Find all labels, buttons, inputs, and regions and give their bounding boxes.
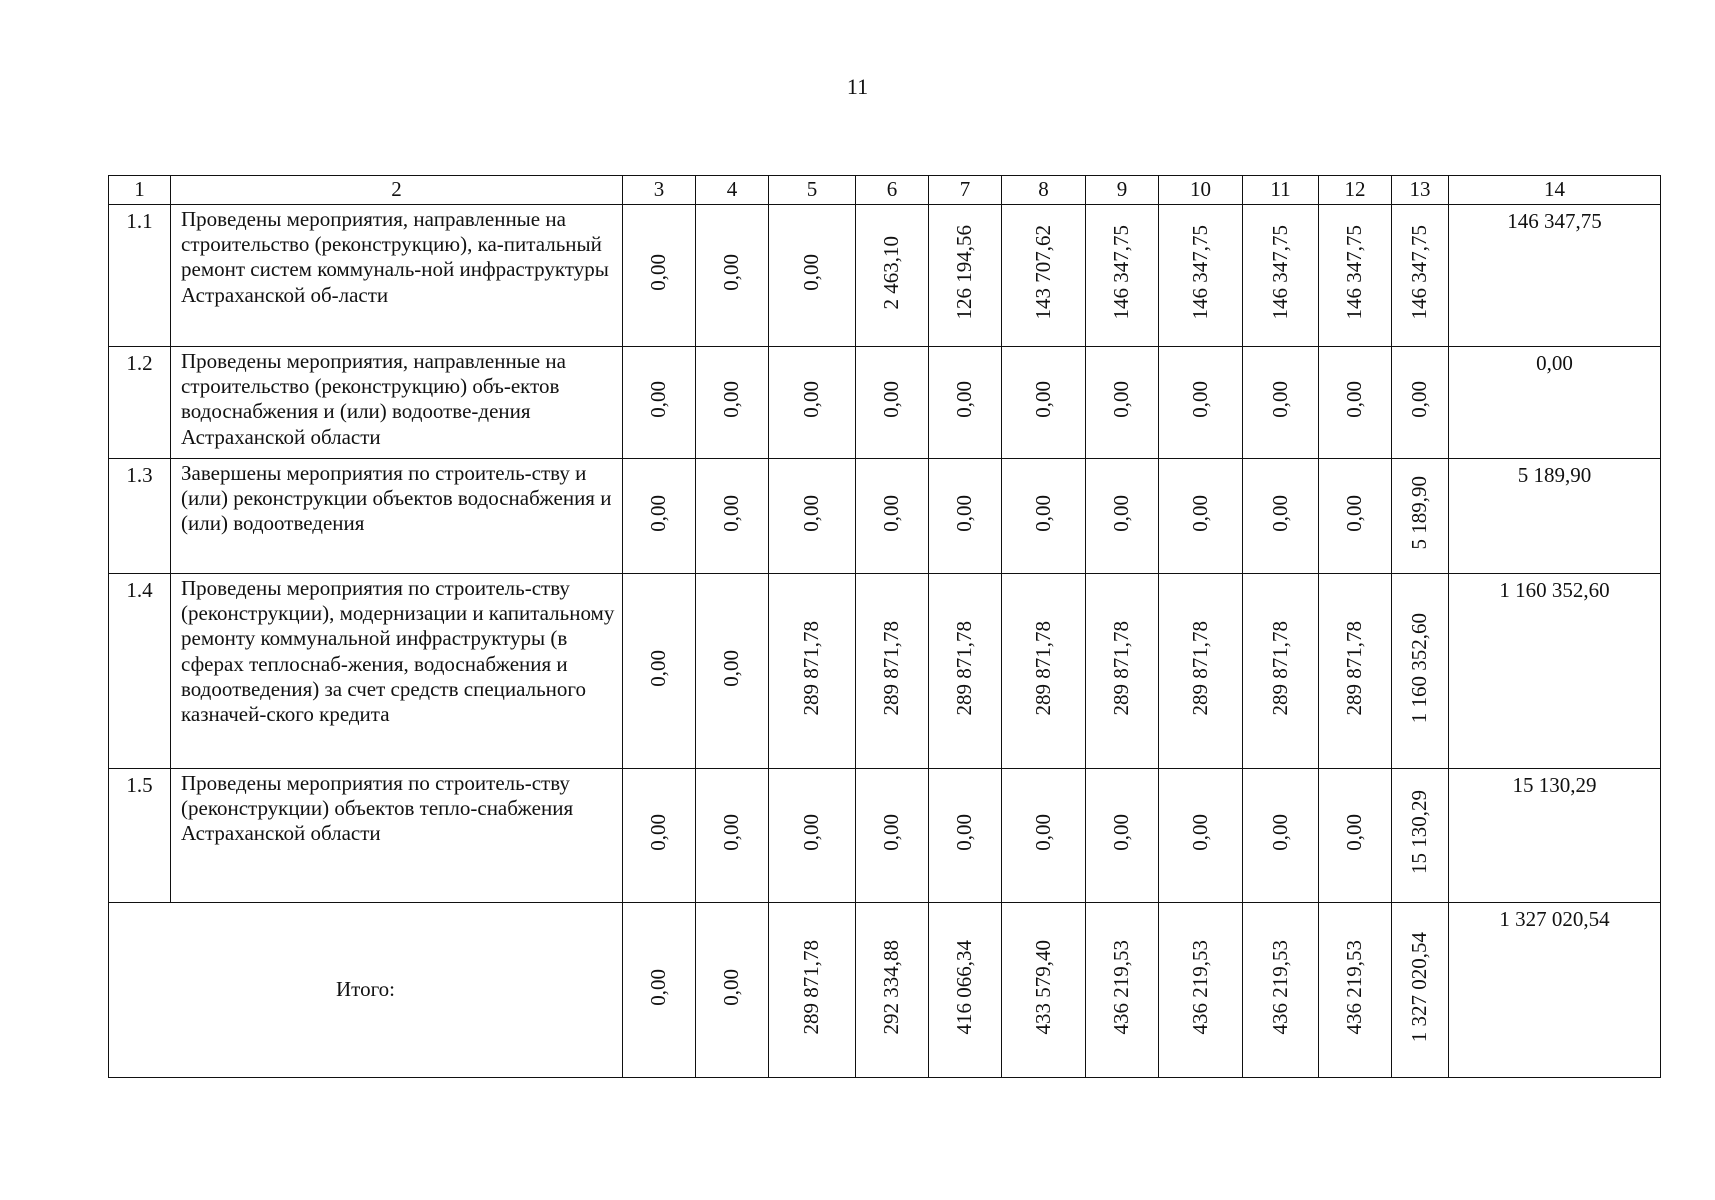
value-cell: 289 871,78 <box>1267 620 1292 716</box>
table-row <box>109 769 1661 903</box>
column-header: 2 <box>171 176 623 205</box>
summary-value: 436 219,53 <box>1267 939 1292 1035</box>
value-cell: 0,00 <box>719 649 744 687</box>
row-total: 1 160 352,60 <box>1449 574 1661 769</box>
summary-total: 1 327 020,54 <box>1449 903 1661 1078</box>
column-header: 6 <box>856 176 929 205</box>
column-header: 10 <box>1159 176 1243 205</box>
value-cell: 289 871,78 <box>799 620 824 716</box>
value-cell: 0,00 <box>879 494 904 532</box>
value-cell: 0,00 <box>646 381 671 418</box>
row-number: 1.2 <box>109 347 171 459</box>
row-description: Проведены мероприятия, направленные на строительство (реконструкцию) объ-ектов водоснабжения и (или) водоотве-дения Астраханской области <box>171 347 623 459</box>
value-cell: 0,00 <box>719 814 744 851</box>
value-cell: 146 347,75 <box>1187 225 1212 320</box>
value-cell: 0,00 <box>1267 494 1292 532</box>
column-header: 9 <box>1086 176 1159 205</box>
summary-value: 0,00 <box>719 968 744 1006</box>
summary-value: 436 219,53 <box>1342 939 1367 1035</box>
value-cell: 146 347,75 <box>1109 225 1134 320</box>
row-description: Завершены мероприятия по строитель-ству и (или) реконструкции объектов водоснабжения и (или) водоотведения <box>171 459 623 574</box>
column-number-row <box>109 176 1661 205</box>
value-cell: 0,00 <box>1267 814 1292 851</box>
table-row <box>109 459 1661 574</box>
value-cell: 0,00 <box>1109 494 1134 532</box>
value-cell: 289 871,78 <box>1109 620 1134 716</box>
value-cell: 289 871,78 <box>952 620 977 716</box>
value-cell: 143 707,62 <box>1030 225 1055 320</box>
column-header: 4 <box>696 176 769 205</box>
value-cell: 0,00 <box>879 814 904 851</box>
column-header: 7 <box>929 176 1002 205</box>
column-header: 12 <box>1319 176 1392 205</box>
row-total: 0,00 <box>1449 347 1661 459</box>
value-cell: 126 194,56 <box>952 225 977 320</box>
table-row <box>109 205 1661 347</box>
value-cell: 0,00 <box>646 814 671 851</box>
summary-value: 436 219,53 <box>1109 939 1134 1035</box>
row-total: 146 347,75 <box>1449 205 1661 347</box>
column-header: 14 <box>1449 176 1661 205</box>
value-cell: 0,00 <box>1342 814 1367 851</box>
value-cell: 0,00 <box>952 494 977 532</box>
value-cell: 0,00 <box>952 814 977 851</box>
value-cell: 0,00 <box>646 254 671 291</box>
value-cell: 289 871,78 <box>1030 620 1055 716</box>
value-cell: 289 871,78 <box>1342 620 1367 716</box>
value-cell: 0,00 <box>879 381 904 418</box>
column-header: 8 <box>1002 176 1086 205</box>
value-cell: 0,00 <box>1407 381 1432 418</box>
value-cell: 0,00 <box>1267 381 1292 418</box>
column-header: 5 <box>769 176 856 205</box>
value-cell: 0,00 <box>1187 494 1212 532</box>
summary-value: 0,00 <box>646 968 671 1006</box>
value-cell: 146 347,75 <box>1267 225 1292 320</box>
row-total: 15 130,29 <box>1449 769 1661 903</box>
column-header: 3 <box>623 176 696 205</box>
value-cell: 0,00 <box>1342 381 1367 418</box>
summary-value: 416 066,34 <box>952 939 977 1035</box>
value-cell: 0,00 <box>799 814 824 851</box>
row-number: 1.5 <box>109 769 171 903</box>
value-cell: 0,00 <box>799 494 824 532</box>
summary-value: 292 334,88 <box>879 939 904 1035</box>
value-cell: 0,00 <box>1342 494 1367 532</box>
value-cell: 15 130,29 <box>1407 790 1432 875</box>
row-description: Проведены мероприятия по строитель-ству (реконструкции) объектов тепло-снабжения Астраханской области <box>171 769 623 903</box>
value-cell: 0,00 <box>1187 381 1212 418</box>
row-description: Проведены мероприятия по строитель-ству (реконструкции), модернизации и капитальному ремонту коммунальной инфраструктуры (в сферах теплоснаб-жения, водоснабжения и водоотведения) за счет средств специального казначей-ского кредита <box>171 574 623 769</box>
value-cell: 289 871,78 <box>1187 620 1212 716</box>
column-header: 1 <box>109 176 171 205</box>
column-header: 11 <box>1243 176 1319 205</box>
value-cell: 0,00 <box>1030 814 1055 851</box>
table-row <box>109 347 1661 459</box>
column-header: 13 <box>1392 176 1449 205</box>
value-cell: 0,00 <box>799 381 824 418</box>
value-cell: 0,00 <box>799 254 824 291</box>
value-cell: 0,00 <box>719 381 744 418</box>
row-description: Проведены мероприятия, направленные на строительство (реконструкцию), ка-питальный ремонт систем коммуналь-ной инфраструктуры Астраханской об-ласти <box>171 205 623 347</box>
budget-table <box>108 175 1661 1078</box>
value-cell: 0,00 <box>1109 381 1134 418</box>
value-cell: 0,00 <box>646 649 671 687</box>
summary-value: 289 871,78 <box>799 939 824 1035</box>
table-row <box>109 574 1661 769</box>
row-number: 1.1 <box>109 205 171 347</box>
value-cell: 2 463,10 <box>879 235 904 310</box>
value-cell: 289 871,78 <box>879 620 904 716</box>
summary-label: Итого: <box>109 903 623 1078</box>
value-cell: 0,00 <box>719 254 744 291</box>
summary-row <box>109 903 1661 1078</box>
value-cell: 0,00 <box>1030 494 1055 532</box>
row-number: 1.4 <box>109 574 171 769</box>
value-cell: 146 347,75 <box>1407 225 1432 320</box>
value-cell: 0,00 <box>719 494 744 532</box>
value-cell: 0,00 <box>952 381 977 418</box>
value-cell: 5 189,90 <box>1407 476 1432 550</box>
row-number: 1.3 <box>109 459 171 574</box>
value-cell: 146 347,75 <box>1342 225 1367 320</box>
summary-value: 436 219,53 <box>1187 939 1212 1035</box>
value-cell: 1 160 352,60 <box>1407 612 1432 724</box>
summary-value: 433 579,40 <box>1030 939 1055 1035</box>
value-cell: 0,00 <box>1187 814 1212 851</box>
summary-value: 1 327 020,54 <box>1407 931 1432 1043</box>
value-cell: 0,00 <box>646 494 671 532</box>
value-cell: 0,00 <box>1030 381 1055 418</box>
row-total: 5 189,90 <box>1449 459 1661 574</box>
page-number: 11 <box>846 74 869 99</box>
value-cell: 0,00 <box>1109 814 1134 851</box>
